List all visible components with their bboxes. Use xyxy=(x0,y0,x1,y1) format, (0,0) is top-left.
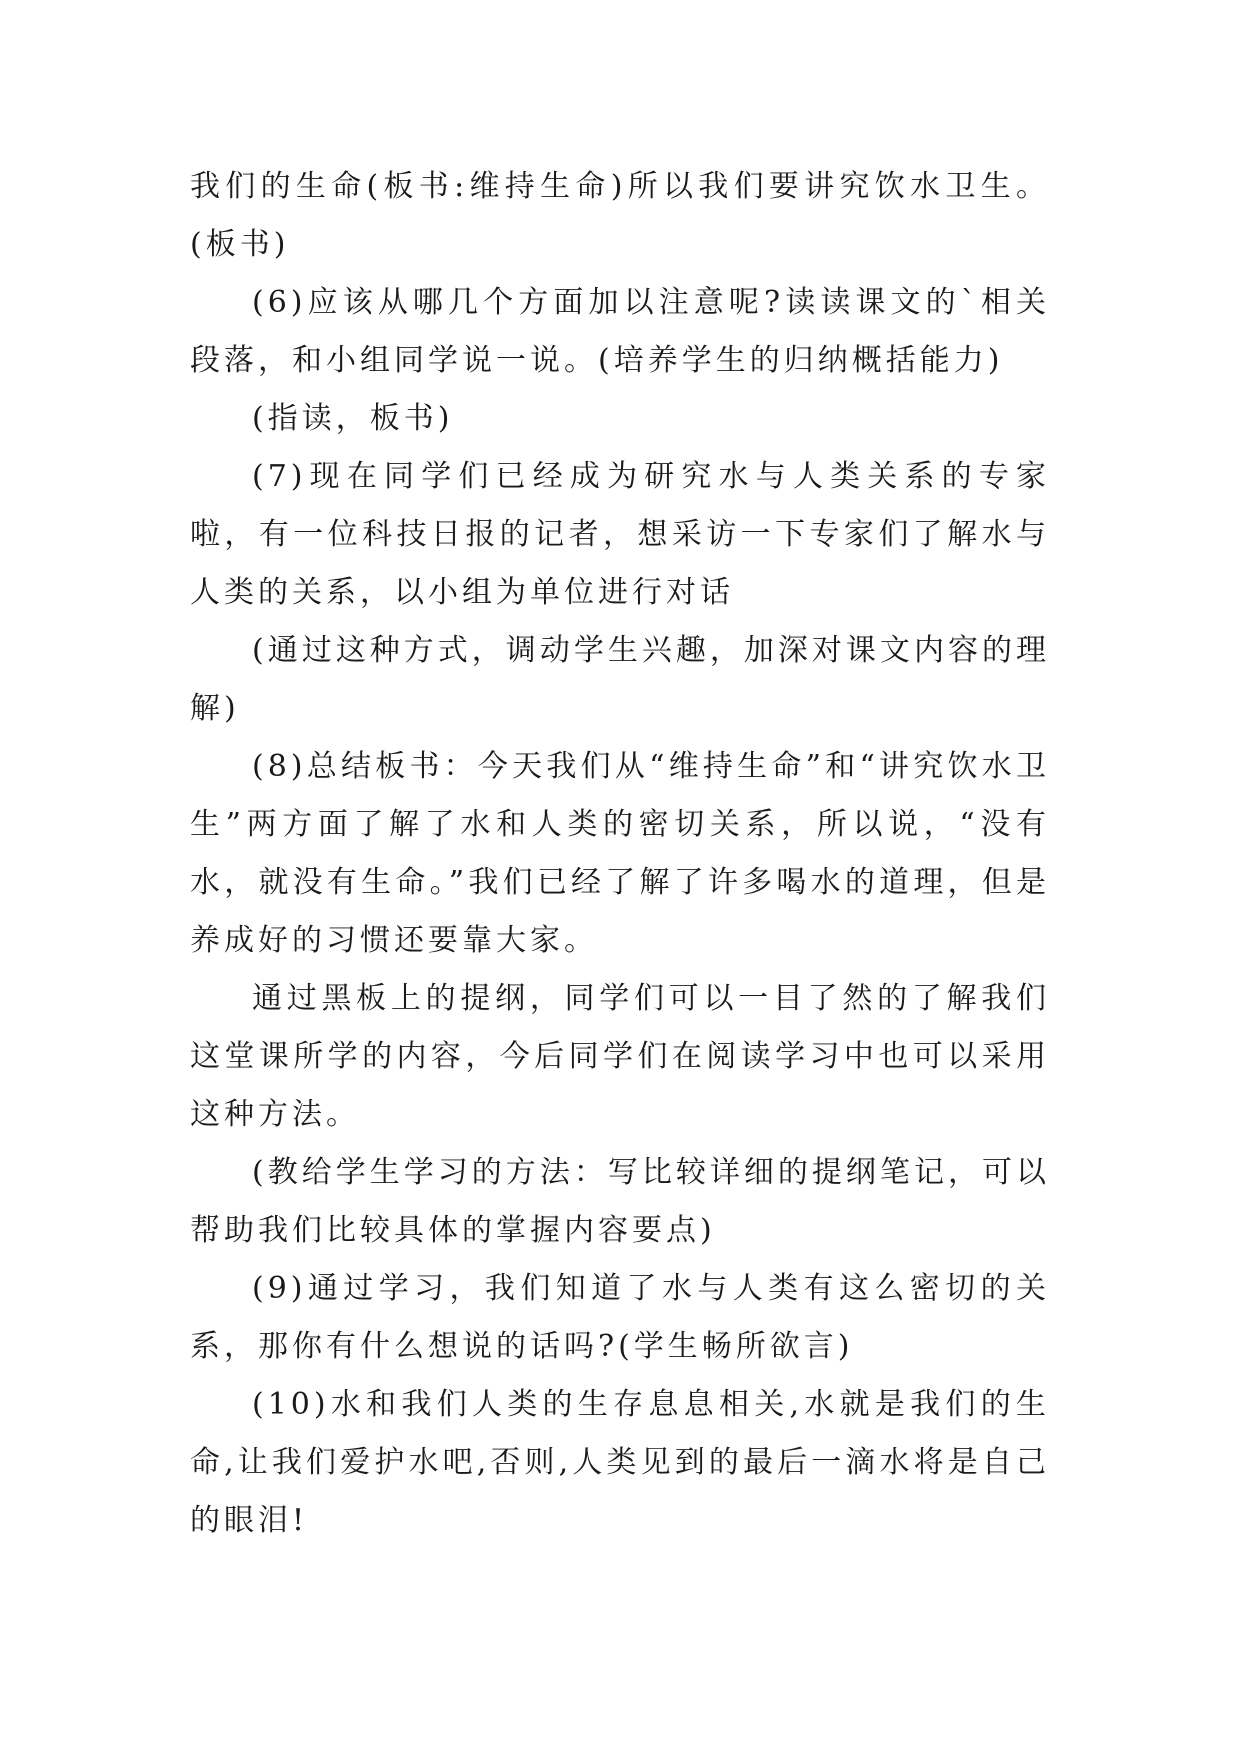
paragraph-5: (通过这种方式，调动学生兴趣，加深对课文内容的理解) xyxy=(190,633,1050,726)
paragraph-7: 通过黑板上的提纲，同学们可以一目了然的了解我们这堂课所学的内容，今后同学们在阅读学习中也可以采用这种方法。 xyxy=(190,981,1050,1132)
paragraph-3: (指读，板书) xyxy=(252,401,454,436)
paragraph-1: 我们的生命(板书:维持生命)所以我们要讲究饮水卫生。(板书) xyxy=(190,169,1050,262)
paragraph-6: (8)总结板书：今天我们从“维持生命”和“讲究饮水卫生”两方面了解了水和人类的密切关系，所以说，“没有水，就没有生命。”我们已经了解了许多喝水的道理，但是养成好的习惯还要靠大家。 xyxy=(190,749,1050,958)
document-body xyxy=(190,158,1050,1550)
paragraph-9: (9)通过学习，我们知道了水与人类有这么密切的关系，那你有什么想说的话吗?(学生畅所欲言) xyxy=(190,1271,1050,1364)
paragraph-2: (6)应该从哪几个方面加以注意呢?读读课文的`相关段落，和小组同学说一说。(培养学生的归纳概括能力) xyxy=(190,285,1050,378)
paragraph-4: (7)现在同学们已经成为研究水与人类关系的专家啦，有一位科技日报的记者，想采访一下专家们了解水与人类的关系，以小组为单位进行对话 xyxy=(190,459,1050,610)
paragraph-8: (教给学生学习的方法：写比较详细的提纲笔记，可以帮助我们比较具体的掌握内容要点) xyxy=(190,1155,1050,1248)
paragraph-10: (10)水和我们人类的生存息息相关,水就是我们的生命,让我们爱护水吧,否则,人类见到的最后一滴水将是自己的眼泪! xyxy=(190,1387,1050,1538)
